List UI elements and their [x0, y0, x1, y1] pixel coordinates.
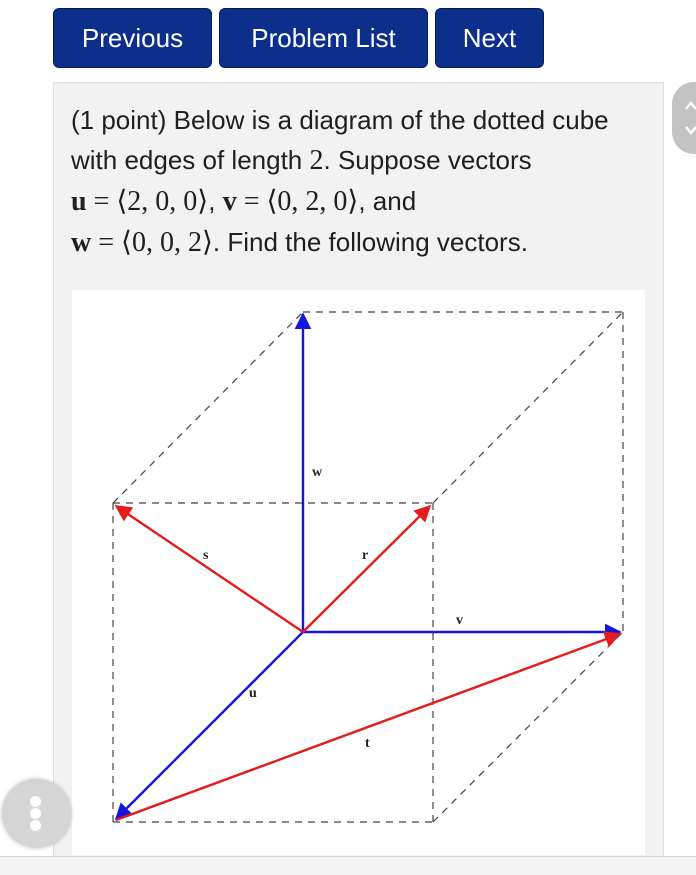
cube-diagram-svg: [72, 290, 645, 855]
label-s: s: [203, 548, 209, 563]
label-v: v: [456, 613, 463, 628]
problem-statement: [71, 100, 651, 263]
and-text: , and: [358, 186, 417, 216]
equals-w: =: [98, 227, 115, 258]
label-w: w: [312, 465, 323, 480]
vector-u-arrow: [116, 632, 303, 819]
scroll-handle[interactable]: [672, 82, 696, 154]
vector-t-arrow: [116, 634, 620, 820]
previous-button[interactable]: Previous: [53, 8, 212, 68]
vector-w-name: w: [71, 227, 92, 258]
cube-diagram: [72, 290, 645, 855]
next-button[interactable]: Next: [435, 8, 544, 68]
vector-r-arrow: [303, 506, 430, 632]
vector-u-value: ⟨2, 0, 0⟩: [116, 186, 209, 217]
problem-suppose: . Suppose vectors: [323, 145, 532, 175]
problem-list-button[interactable]: Problem List: [219, 8, 428, 68]
comma-u: ,: [208, 186, 216, 216]
vector-v-value: ⟨0, 2, 0⟩: [266, 186, 359, 217]
vector-w-value: ⟨0, 0, 2⟩: [121, 227, 213, 258]
vector-v-name: v: [222, 186, 237, 217]
chevron-down-icon: [684, 123, 696, 137]
vector-s-arrow: [116, 506, 303, 632]
problem-intro: (1 point) Below is a diagram of the dotted cube with edges of length: [71, 105, 609, 175]
chevron-up-icon: [684, 99, 696, 113]
find-text: . Find the following vectors.: [212, 227, 528, 257]
cube-edge-bottom-right-diagonal: [433, 632, 623, 822]
more-dots-icon[interactable]: [2, 779, 71, 848]
equals-u: =: [93, 186, 110, 217]
equals-v: =: [243, 186, 260, 217]
label-u: u: [249, 686, 257, 701]
cube-edge-right-top-diagonal: [433, 312, 623, 503]
bottom-bar: [0, 856, 696, 875]
edge-length: 2: [309, 145, 324, 176]
label-r: r: [362, 548, 369, 563]
cube-edge-left-top-diagonal: [113, 312, 303, 503]
label-t: t: [365, 736, 370, 751]
vector-u-name: u: [71, 186, 87, 217]
